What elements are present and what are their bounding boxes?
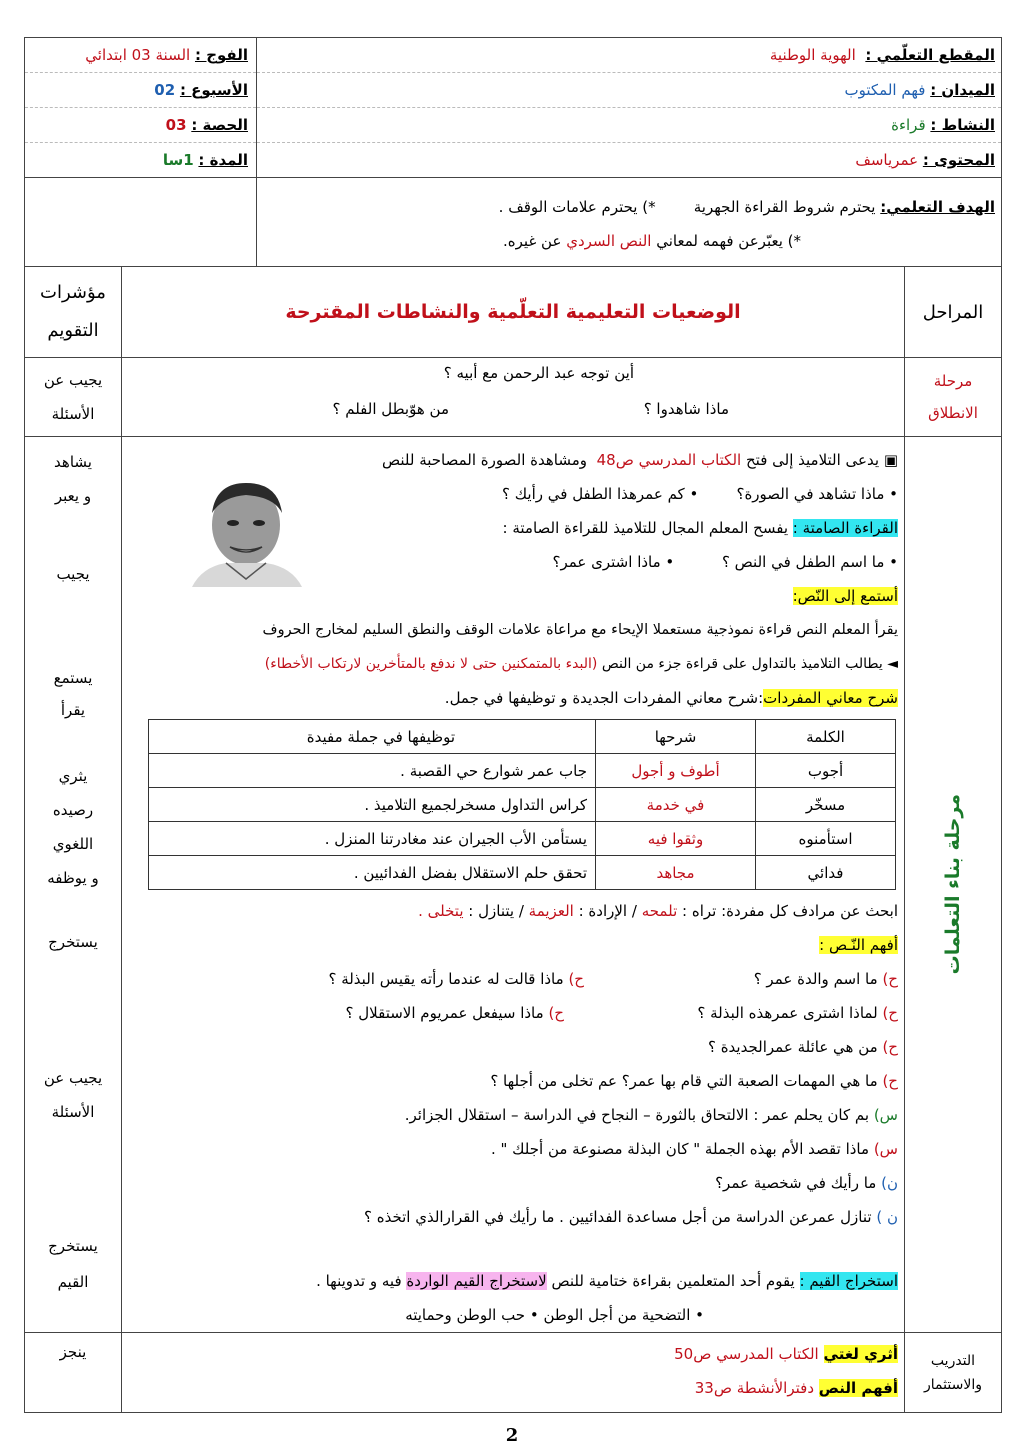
silent-q2: • ماذا اشترى عمر؟ xyxy=(552,553,675,571)
vocab-meaning: أطوف و أجول xyxy=(596,754,756,788)
vocab-meaning: في خدمة xyxy=(596,788,756,822)
practice-stage xyxy=(905,1333,1002,1413)
vocab-word: مسخّر xyxy=(756,788,896,822)
goal-cell xyxy=(257,178,1002,267)
syn-b: تلمحه xyxy=(641,902,678,920)
vocab-meaning: مجاهد xyxy=(596,856,756,890)
table-row xyxy=(149,822,896,856)
stages-header xyxy=(905,267,1002,358)
vocab-header: شرحها xyxy=(596,720,756,754)
indicator-item: يستخرج xyxy=(48,1237,98,1255)
question-text: بم كان يحلم عمر : الالتحاق بالثورة – النجاح في الدراسة – استقلال الجزائر. xyxy=(404,1106,870,1124)
build-stage xyxy=(905,437,1002,1333)
situations-header xyxy=(122,267,905,358)
students-b: (البدء بالمتمكنين حتى لا ندفع بالمتأخرين لارتكاب الأخطاء) xyxy=(264,656,598,672)
question-text: تنازل عمرعن الدراسة من أجل مساعدة الفدائيين . ما رأيك في القرارالذي اتخذه ؟ xyxy=(363,1208,872,1226)
table-row xyxy=(149,856,896,890)
practice-content xyxy=(122,1333,905,1413)
intro-c: ومشاهدة الصورة المصاحبة للنص xyxy=(382,451,588,469)
segment-value: الهوية الوطنية xyxy=(769,46,856,64)
group-label: الفوج : xyxy=(194,46,248,64)
syn-e: / يتنازل : xyxy=(468,902,524,920)
question-mark: ح) xyxy=(568,970,584,988)
question-text: من هي عائلة عمرالجديدة ؟ xyxy=(707,1038,878,1056)
vocab-header-row xyxy=(149,720,896,754)
practice-stage-2: والاستثمار xyxy=(924,1376,982,1393)
indicators-header xyxy=(25,267,122,358)
question-text: ما هي المهمات الصعبة التي قام بها عمر؟ عم تخلى من أجلها ؟ xyxy=(490,1072,878,1090)
question-mark: ح) xyxy=(548,1004,564,1022)
week-label: الأسبوع : xyxy=(179,81,248,99)
vocab-sentence: كراس التداول مسخرلجميع التلاميذ . xyxy=(149,788,596,822)
vocab-header: توظيفها في جملة مفيدة xyxy=(149,720,596,754)
obs-q2: • كم عمرهذا الطفل في رأيك ؟ xyxy=(502,485,699,503)
practice-indicator-text: ينجز xyxy=(59,1343,87,1361)
lesson-sheet xyxy=(25,37,1002,1413)
students-a: ◄ يطالب التلاميذ بالتداول على قراءة جزء من النص xyxy=(601,656,898,672)
question-text: لماذا اشترى عمرهذه البذلة ؟ xyxy=(697,1004,878,1022)
field-value: فهم المكتوب xyxy=(844,81,926,99)
indicator-item: يجيب xyxy=(56,565,90,583)
question-mark: ح) xyxy=(882,1004,898,1022)
practice-line1-a: أثري لغتي xyxy=(823,1345,898,1363)
content-value: عمرياسف xyxy=(855,151,919,169)
vocab-sentence: جاب عمر شوارع حي القصبة . xyxy=(149,754,596,788)
question-text: ماذا تقصد الأم بهذه الجملة " كان البذلة مصنوعة من أجلك " . xyxy=(490,1140,870,1158)
activity-label: النشاط : xyxy=(930,116,995,134)
question-text: ماذا قالت له عندما رأته يقيس البذلة ؟ xyxy=(328,970,564,988)
listen-text: يقرأ المعلم النص قراءة نموذجية مستعملا الإيحاء مع مراعاة علامات الوقف والنطق السليم لمخارج الحروف xyxy=(262,622,898,638)
goal-2: *) يحترم علامات الوقف . xyxy=(498,198,656,216)
group-value: السنة 03 ابتدائي xyxy=(85,46,191,64)
vocab-word: فدائي xyxy=(756,856,896,890)
build-content xyxy=(122,437,905,1333)
indicator-item: يجيب عن xyxy=(43,1069,103,1087)
vocab-table xyxy=(148,719,896,890)
question-mark: ن ) xyxy=(876,1208,898,1226)
question-text: ماذا سيفعل عمريوم الاستقلال ؟ xyxy=(345,1004,544,1022)
launch-stage xyxy=(905,358,1002,437)
table-row xyxy=(149,788,896,822)
goal-3a: *) يعبّرعن فهمه لمعاني xyxy=(656,232,801,250)
main-table xyxy=(24,266,1002,1413)
syn-c: / الإرادة : xyxy=(578,902,637,920)
syn-d: العزيمة xyxy=(528,902,574,920)
indicator-item: يستخرج xyxy=(48,933,98,951)
goal-1: يحترم شروط القراءة الجهرية xyxy=(693,198,876,216)
session-label: الحصة : xyxy=(191,116,248,134)
launch-indicator-text: يجيب عن الأسئلة xyxy=(43,371,103,423)
indicator-item: القيم xyxy=(57,1273,89,1291)
goal-3b: النص السردي xyxy=(566,232,652,250)
practice-line1-b: الكتاب المدرسي ص50 xyxy=(674,1345,819,1363)
session-value: 03 xyxy=(165,116,187,134)
launch-content xyxy=(122,358,905,437)
silent-text: يفسح المعلم المجال للتلاميذ للقراءة الصامتة : xyxy=(502,519,789,537)
vocab-sentence: تحقق حلم الاستقلال بفضل الفدائيين . xyxy=(149,856,596,890)
values-text-a: يقوم أحد المتعلمين بقراءة ختامية للنص xyxy=(551,1272,795,1290)
intro-a: ▣ يدعى التلاميذ إلى فتح xyxy=(745,451,898,469)
week-value: 02 xyxy=(154,81,176,99)
goal-3c: عن غيره. xyxy=(503,232,562,250)
vocab-word: استأمنوه xyxy=(756,822,896,856)
duration-value: 1سا xyxy=(162,151,194,169)
indicator-item: و يوظفه xyxy=(47,869,99,887)
child-photo xyxy=(182,475,310,587)
question-mark: ح) xyxy=(882,1072,898,1090)
question-mark: ح) xyxy=(882,1038,898,1056)
vocab-label: شرح معاني المفردات xyxy=(763,689,898,707)
silent-q1: • ما اسم الطفل في النص ؟ xyxy=(721,553,898,571)
understand-label: أفهم النّـص : xyxy=(819,936,898,954)
page-number: 2 xyxy=(505,1425,519,1446)
question-text: ما رأيك في شخصية عمر؟ xyxy=(715,1174,877,1192)
practice-indicator xyxy=(25,1333,122,1413)
listen-label: أستمع إلى النّص: xyxy=(792,587,898,605)
launch-q2: ماذا شاهدوا ؟ xyxy=(643,400,729,418)
vocab-text: :شرح معاني المفردات الجديدة و توظيفها في جمل. xyxy=(444,689,764,707)
goal-side-empty xyxy=(25,178,257,267)
syn-f: يتخلى . xyxy=(418,902,464,920)
indicator-item: الأسئلة xyxy=(51,1103,95,1121)
silent-label: القراءة الصامتة : xyxy=(792,519,898,537)
activity-value: قراءة xyxy=(891,116,926,134)
indicator-item: يثري xyxy=(58,767,88,785)
syn-a: ابحث عن مرادف كل مفردة: تراه : xyxy=(682,902,898,920)
practice-line2-a: أفهم النص xyxy=(818,1379,898,1397)
values-list: • التضحية من أجل الوطن • حب الوطن وحمايته xyxy=(405,1306,704,1324)
field-label: الميدان : xyxy=(930,81,995,99)
launch-indicator xyxy=(25,358,122,437)
launch-stage-text: مرحلة الانطلاق xyxy=(928,372,978,422)
indicator-item: يستمع xyxy=(53,669,93,687)
build-indicators xyxy=(25,437,122,1333)
values-text-c: فيه و تدوينها . xyxy=(316,1272,402,1290)
launch-q1: أين توجه عبد الرحمن مع أبيه ؟ xyxy=(443,364,634,382)
question-mark: ن) xyxy=(881,1174,898,1192)
vocab-word: أجوب xyxy=(756,754,896,788)
duration-label: المدة : xyxy=(198,151,248,169)
indicator-item: يقرأ xyxy=(60,701,86,719)
question-mark: ح) xyxy=(882,970,898,988)
practice-stage-1: التدريب xyxy=(930,1352,976,1369)
header-side xyxy=(25,38,257,178)
values-label: استخراج القيم : xyxy=(799,1272,898,1290)
header-main xyxy=(257,38,1002,178)
intro-b: الكتاب المدرسي ص48 xyxy=(596,451,742,469)
indicators-header-text: مؤشرات التقويم xyxy=(40,282,106,341)
indicator-item: يشاهد xyxy=(54,453,92,471)
vocab-sentence: يستأمن الأب الجيران عند مغادرتنا المنزل . xyxy=(149,822,596,856)
vocab-meaning: وثقوا فيه xyxy=(596,822,756,856)
header-table xyxy=(24,37,1002,267)
indicator-item: و يعبر xyxy=(54,487,92,505)
table-row xyxy=(149,754,896,788)
indicator-item: رصيده xyxy=(52,801,94,819)
practice-line2-b: دفترالأنشطة ص33 xyxy=(694,1379,814,1397)
obs-q1: • ماذا تشاهد في الصورة؟ xyxy=(736,485,898,503)
content-label: المحتوى : xyxy=(922,151,995,169)
values-text-b: لاستخراج القيم الواردة xyxy=(406,1272,547,1290)
build-stage-text: مرحلة بناء التعلمات xyxy=(942,794,964,975)
question-mark: س) xyxy=(873,1106,898,1124)
launch-q3: من هوّبطل الفلم ؟ xyxy=(332,400,449,418)
segment-label: المقطع التعلّمي : xyxy=(865,46,995,64)
vocab-header: الكلمة xyxy=(756,720,896,754)
situations-header-text: الوضعيات التعليمية التعلّمية والنشاطات المقترحة xyxy=(285,301,741,323)
stages-header-text: المراحل xyxy=(922,301,984,323)
question-mark: س) xyxy=(873,1140,898,1158)
question-text: ما اسم والدة عمر ؟ xyxy=(753,970,878,988)
goal-label: الهدف التعلمي: xyxy=(880,198,995,216)
indicator-item: اللغوي xyxy=(52,835,94,853)
